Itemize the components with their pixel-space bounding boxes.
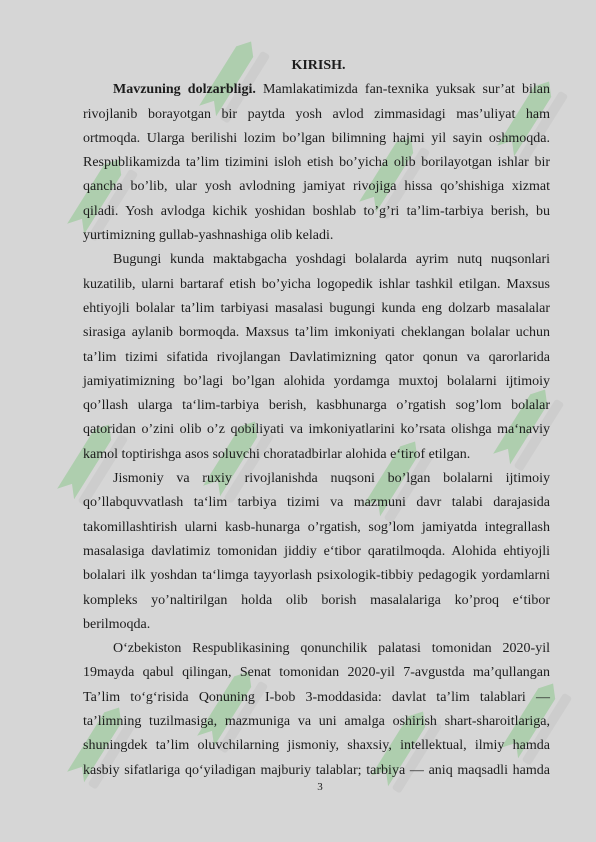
text-line: kompleks yo’naltirilgan holda olib borish masalalariga ko’proq e‘tibor xyxy=(83,592,550,608)
text-line: ehtiyojli bolalar ta’lim tarbiyasi masalasi bugungi kunda eng dolzarb masalalar xyxy=(83,300,550,316)
text-line: qancha bo’lib, ular yosh avlodning jamiyat rivojiga hissa qo’shishiga xizmat xyxy=(83,179,550,195)
paragraph xyxy=(83,248,550,467)
text-line: shuningdek ta’lim oluvchilarning jismoniy, shaxsiy, intellektual, ilmiy hamda xyxy=(83,738,550,754)
text-line-content: Mamlakatimizda fan-texnika yuksak sur’at bilan xyxy=(262,82,551,98)
text-line: Respublikamizda ta’lim tizimini isloh etish bo’yicha olib borilayotgan ishlar bir xyxy=(83,155,550,171)
text-line: ta’lim tizimi sifatida rivojlangan Davlatimizning qator qonun va qarorlarida xyxy=(83,349,550,365)
text-line: berilmoqda. xyxy=(83,616,151,632)
paragraph xyxy=(83,78,550,248)
text-line: masalasiga davlatimiz tomonidan jiddiy e‘tibor qaratilmoqda. Alohida ehtiyojli xyxy=(83,543,550,559)
text-line: qo’llash ularga ta‘lim-tarbiya berish, kasbhunarga o’rgatish sog’lom bolalar xyxy=(83,398,550,414)
text-line: bolalari ilk yoshdan ta‘limga tayyorlash psixologik-tibbiy pedagogik yordamlarni xyxy=(83,568,550,584)
paragraph xyxy=(83,467,550,637)
text-line: takomillashtirish ularni kasb-hunarga o’rgatish, sog’lom jamiyatda integrallash xyxy=(83,519,550,535)
text-line: kamol toptirishga asos soluvchi choratadbirlar alohida e‘tirof etilgan. xyxy=(83,446,471,462)
text-line: jamiyatimizning bo’lagi bo’lgan alohida yordamga muxtoj bolalarni ijtimoiy xyxy=(83,373,550,389)
paragraph-lead-heading: Mavzuning dolzarbligi. xyxy=(113,82,256,98)
text-line xyxy=(83,78,550,102)
text-line: Ta’lim to‘g‘risida Qonuning I-bob 3-moddasida: davlat ta’lim talablari — xyxy=(83,689,550,705)
text-line: 19mayda qabul qilingan, Senat tomonidan 2020-yil 7-avgustda ma’qullangan xyxy=(83,665,550,681)
text-line: rivojlanib borayotgan bir paytda yosh avlod zimmasidagi mas’uliyat ham xyxy=(83,106,550,122)
page-number: 3 xyxy=(317,781,323,793)
text-line: qatoridan o’zini olib o’z qobiliyati va imkoniyatlarini ko’rsata olishga ma‘naviy xyxy=(83,422,550,438)
text-line: yurtimizning gullab-yashnashiga olib keladi. xyxy=(83,228,334,244)
text-line: ortmoqda. Ularga berilishi lozim bo’lgan bilimning hajmi yil sayin oshmoqda. xyxy=(83,130,550,146)
text-line: O‘zbekiston Respublikasining qonunchilik palatasi tomonidan 2020-yil xyxy=(113,641,550,657)
document-body xyxy=(83,54,550,783)
text-line: kuzatilib, ularni bartaraf etish bo’yicha logopedik ishlar tashkil etilgan. Maxsus xyxy=(83,276,550,292)
page-title: KIRISH. xyxy=(291,58,346,73)
text-line: Jismoniy va ruxiy rivojlanishda nuqsoni bo’lgan bolalarni ijtimoiy xyxy=(113,471,550,487)
paragraph xyxy=(83,637,550,783)
text-line: kasbiy sifatlariga qo‘yiladigan majburiy talablar; tarbiya — aniq maqsadli hamda xyxy=(83,762,550,778)
text-line: qiladi. Yosh avlodga kichik yoshidan boshlab to’g’ri ta’lim-tarbiya berish, bu xyxy=(83,203,550,219)
text-line: Bugungi kunda maktabgacha yoshdagi bolalarda ayrim nutq nuqsonlari xyxy=(113,252,550,268)
text-line: ta’limning tuzilmasiga, mazmuniga va uni amalga oshirish shart-sharoitlariga, xyxy=(83,714,550,730)
text-line: sirasiga aylanib bormoqda. Maxsus ta’lim imkoniyati cheklangan bolalar uchun xyxy=(83,325,550,341)
text-line: qo’llabquvvatlash ta‘lim tarbiya tizimi va mazmuni davr talabi darajasida xyxy=(83,495,550,511)
